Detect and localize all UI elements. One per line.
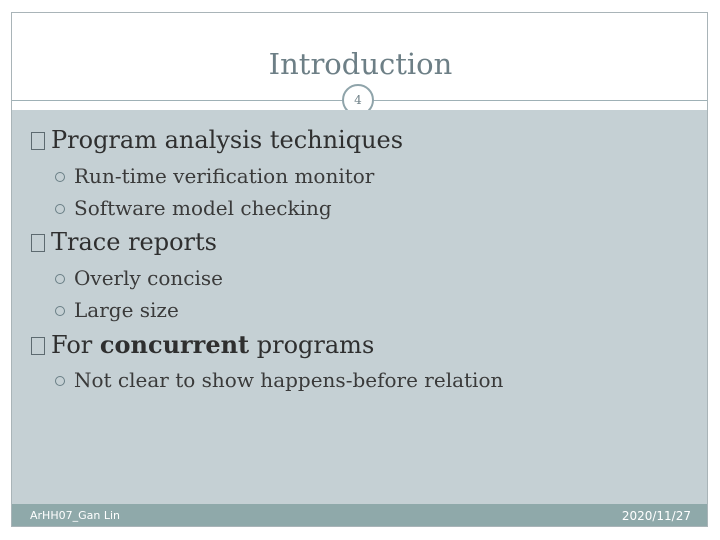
footer-author: ArHH07_Gan Lin (30, 509, 120, 522)
page-number: 4 (354, 93, 362, 107)
slide-content (12, 110, 708, 504)
sub-bullet: Overly concise (55, 266, 223, 290)
circle-bullet-icon (55, 204, 65, 214)
sub-bullet: Large size (55, 298, 179, 322)
bullet-program-analysis: Program analysis techniques (31, 126, 403, 154)
footer-date: 2020/11/27 (621, 509, 691, 523)
circle-bullet-icon (55, 172, 65, 182)
square-bullet-icon (31, 337, 45, 355)
slide-frame (11, 12, 708, 527)
square-bullet-icon (31, 234, 45, 252)
sub-bullet: Software model checking (55, 196, 332, 220)
circle-bullet-icon (55, 306, 65, 316)
circle-bullet-icon (55, 274, 65, 284)
bullet-concurrent-programs: For concurrent programs (31, 330, 374, 359)
bullet-trace-reports: Trace reports (31, 228, 217, 256)
sub-bullet: Not clear to show happens-before relation (55, 368, 503, 392)
circle-bullet-icon (55, 376, 65, 386)
slide-footer (12, 504, 708, 527)
slide-title: Introduction (268, 47, 453, 81)
square-bullet-icon (31, 132, 45, 150)
sub-bullet: Run-time verification monitor (55, 164, 374, 188)
